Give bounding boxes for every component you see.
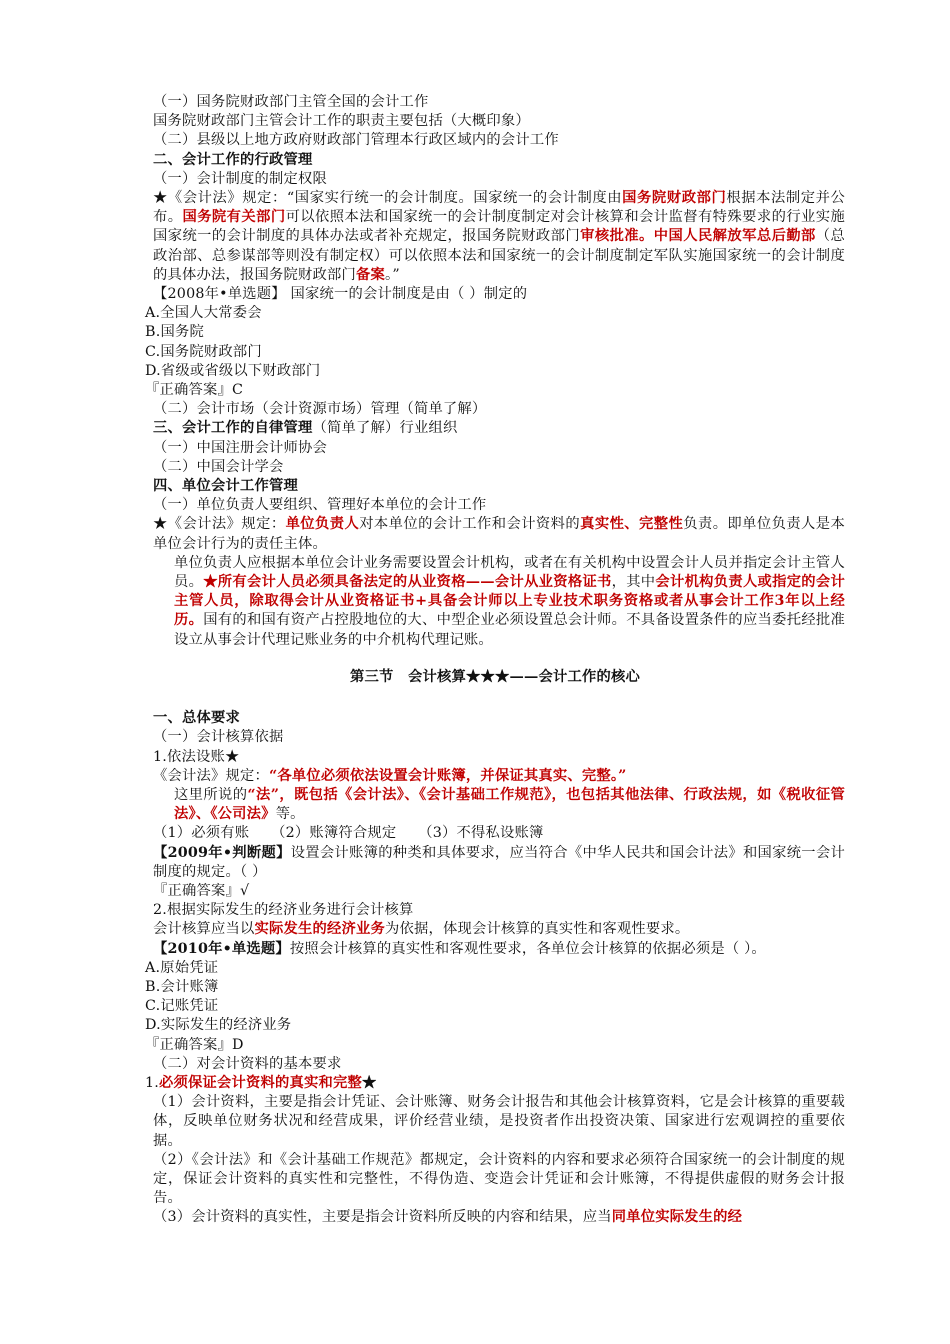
text-line: （一）会计制度的制定权限 [153,170,327,187]
text-line: 2.根据实际发生的经济业务进行会计核算 [153,902,414,919]
answer: 『正确答案』√ [153,882,250,899]
heading-general: 一、总体要求 [153,710,240,727]
highlight: 国务院财政部门 [622,190,727,207]
text-span: 。” [384,266,400,283]
highlight: 必须保证会计资料的真实和完整 [159,1074,363,1091]
question-tag: 【2010年•单选题】 [153,940,290,957]
text-span: （简单了解）行业组织 [312,420,458,437]
highlight: 中国人民解放军总后勤部 [653,228,816,245]
text-span: （3）会计资料的真实性，主要是指会计资料所反映的内容和结果，应当 [153,1209,612,1226]
answer: 『正确答案』D [145,1036,244,1053]
section-title: 第三节 会计核算★★★——会计工作的核心 [350,668,640,685]
highlight: 实际发生的经济业务 [254,921,385,938]
star-mark: ★ [362,1074,377,1091]
highlight: 审核批准。 [580,228,654,245]
staff-paragraph [145,554,845,650]
text-span: 国有的和国有资产占控股地位的大、中型企业必须设置总会计师。不具备设置条件的应当委托经批准设立从事会计代理记账业务的中介机构代理记账。 [174,612,846,648]
option-b: B.国务院 [145,324,204,341]
text-line [145,920,845,939]
question-stem: 【2008年•单选题】 国家统一的会计制度是由（ ）制定的 [153,286,528,303]
option-c: C.记账凭证 [145,998,219,1015]
text-line: （二）会计市场（会计资源市场）管理（简单了解） [153,401,487,418]
text-line [145,1208,845,1227]
text-span: 对本单位的会计工作和会计资料的 [359,516,581,533]
text-line: （二）对会计资料的基本要求 [153,1055,342,1072]
text-line [145,1074,845,1093]
text-line: （二）县级以上地方政府财政部门管理本行政区域内的会计工作 [153,132,559,149]
highlight: 国务院有关部门 [182,209,286,226]
text-span: ，其中 [611,574,656,591]
document-page [145,93,845,1228]
option-a: A.原始凭证 [145,959,219,976]
text-line: （一）会计核算依据 [153,729,284,746]
text-span: 按照会计核算的真实性和客观性要求，各单位会计核算的依据必须是（ ）。 [289,940,766,957]
highlight: 单位负责人 [285,516,360,533]
items-line: （1）必须有账 （2）账簿符合规定 （3）不得私设账簿 [153,825,544,842]
text-line: （一）单位负责人要组织、管理好本单位的会计工作 [153,497,487,514]
question-tag: 【2009年•判断题】 [153,844,291,861]
paragraph: （1）会计资料，主要是指会计凭证、会计账簿、财务会计报告和其他会计核算资料，它是会计核算的重要载体，反映单位财务状况和经营成果，评价经营业绩，是投资者作出投资决策、国家进行宏观调控的重要依据。 [153,1094,845,1149]
heading-unit: 四、单位会计工作管理 [153,478,298,495]
heading-text: 三、会计工作的自律管理 [153,420,313,437]
text-span: 为依据，体现会计核算的真实性和客观性要求。 [384,921,690,938]
highlight: 真实性、完整性 [580,516,684,533]
question-stem [145,844,845,882]
answer: 『正确答案』C [145,382,244,399]
option-a: A.全国人大常委会 [145,305,262,322]
text-line: 1.依法设账★ [153,748,240,765]
text-line: （二）中国会计学会 [153,458,284,475]
law-scope-paragraph [145,786,845,824]
text-span: ★《会计法》规定：“国家实行统一的会计制度。国家统一的会计制度由 [153,190,623,207]
highlight: 备案 [355,266,385,283]
text-span: 这里所说的 [174,786,248,803]
highlight: “各单位必须依法设置会计账簿，并保证其真实、完整。” [268,767,627,784]
highlight: “法”，既包括《会计法》、《会计基础工作规范》，也包括其他法律、行政法规，如《税收征管法》、《公司法》 [174,786,846,823]
option-d: D.省级或省级以下财政部门 [145,362,321,379]
text-line: （一）中国注册会计师协会 [153,439,327,456]
question-stem [145,940,845,959]
heading-admin: 二、会计工作的行政管理 [153,151,313,168]
text-span: 会计核算应当以 [153,921,255,938]
highlight: 同单位实际发生的经 [611,1209,743,1226]
paragraph: （2）《会计法》和《会计基础工作规范》都规定，会计资料的内容和要求必须符合国家统一的会计制度的规定，保证会计资料的真实性和完整性，不得伪造、变造会计凭证和会计账簿，不得提供虚假的财务会计报告。 [153,1151,845,1207]
heading-self [145,419,845,438]
text-span: （总政治部、总参谋部等则没有制定权）可以依照本法和国家统一的会计制度制定军队实施国家统一的会计制度的具体办法，报国务院财政部门 [153,228,846,283]
text-span: 1. [145,1074,160,1091]
text-span: 《会计法》规定： [153,767,269,784]
text-span: 设置会计账簿的种类和具体要求，应当符合《中华人民共和国会计法》和国家统一会计制度的规定。（ ） [153,844,845,880]
option-d: D.实际发生的经济业务 [145,1017,292,1034]
text-span: ★《会计法》规定： [153,516,286,533]
highlight: 会计机构负责人或指定的会计主管人员，除取得会计从业资格证书+具备会计师以上专业技术职务资格或者从事会计工作3年以上经历。 [174,574,845,629]
text-span: 等。 [275,806,305,823]
text-line: 国务院财政部门主管会计工作的职责主要包括（大概印象） [153,113,530,130]
option-c: C.国务院财政部门 [145,343,262,360]
law-paragraph [145,189,845,285]
text-span: 根据本法制定并公布。 [153,190,845,226]
highlight: ★所有会计人员必须具备法定的从业资格——会计从业资格证书 [203,574,612,591]
text-line: （一）国务院财政部门主管全国的会计工作 [153,94,429,110]
text-span: 负责。即单位负责人是本单位会计行为的责任主体。 [153,516,846,552]
text-span: 可以依照本法和国家统一的会计制度制定对会计核算和会计监督有特殊要求的行业实施国家统一的会计制度的具体办法或者补充规定，报国务院财政部门 [153,209,846,245]
option-b: B.会计账簿 [145,978,219,995]
unit-paragraph [145,515,845,553]
text-span: 单位负责人应根据本单位会计业务需要设置会计机构，或者在有关机构中设置会计人员并指定会计主管人员。 [174,554,845,591]
text-line [145,767,845,786]
